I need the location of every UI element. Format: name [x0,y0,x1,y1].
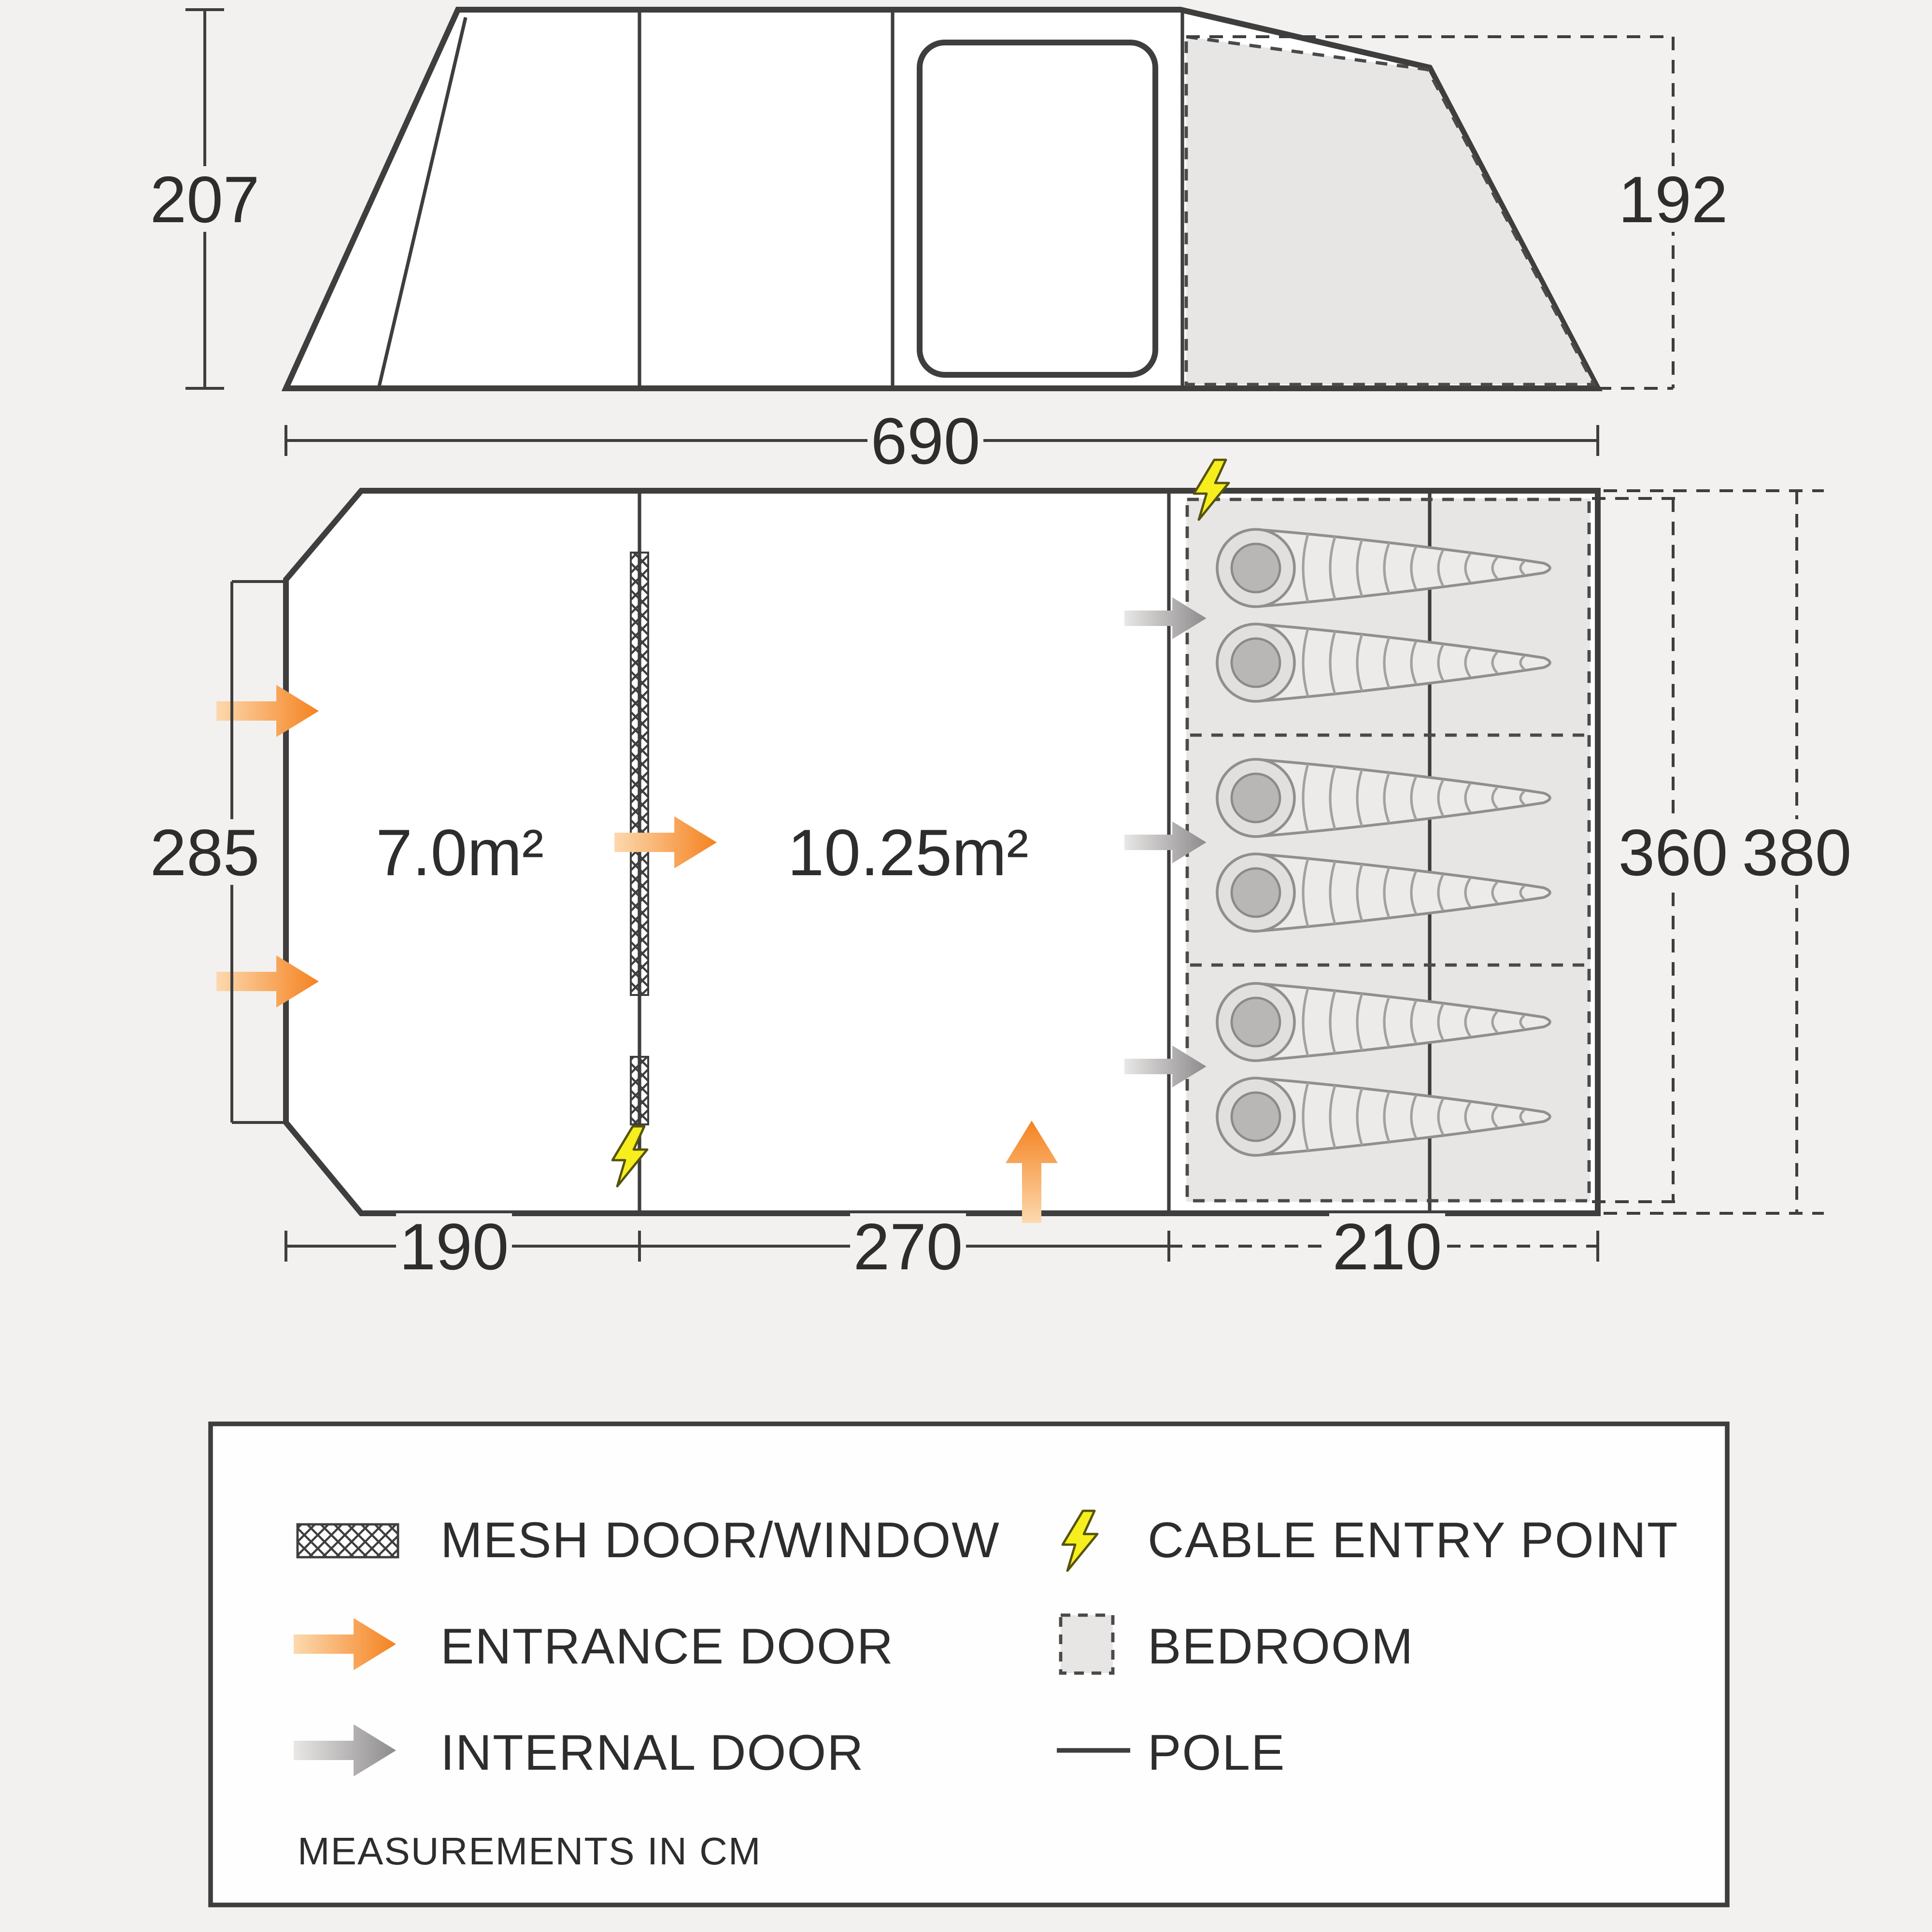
legend-label-pole: POLE [1148,1725,1286,1781]
mesh-door-strip-lower [631,1057,648,1124]
legend-label-mesh: MESH DOOR/WINDOW [440,1512,1000,1568]
legend [211,1424,1727,1905]
dim-front-width: 285 [150,816,260,889]
legend-label-entrance: ENTRANCE DOOR [440,1619,894,1675]
measurements-note: MEASUREMENTS IN CM [298,1830,762,1873]
floor-plan [143,460,1855,1283]
legend-label-internal: INTERNAL DOOR [440,1725,865,1781]
mesh-swatch-icon [298,1524,398,1557]
dim-total-width: 380 [1742,816,1852,889]
legend-label-bedroom: BEDROOM [1148,1619,1414,1675]
legend-label-cable: CABLE ENTRY POINT [1148,1512,1679,1568]
dim-bedroom-inner-width: 360 [1618,816,1728,889]
dim-porch-length: 190 [399,1210,509,1283]
dim-total-length-group [286,404,1598,478]
elevation-window [920,43,1155,375]
dim-bedroom-length: 210 [1332,1210,1442,1283]
dim-living-length: 270 [853,1210,963,1283]
bedroom-swatch-icon [1061,1615,1113,1673]
porch-area-label: 7.0m² [376,816,544,889]
dim-height-right: 192 [1618,163,1728,236]
dim-height-left: 207 [150,163,260,236]
elevation-view [147,10,1731,388]
living-area-label: 10.25m² [787,816,1029,889]
dim-total-length: 690 [870,404,980,478]
elevation-bedroom-area [1186,37,1594,384]
mesh-door-strip-upper [631,553,648,995]
